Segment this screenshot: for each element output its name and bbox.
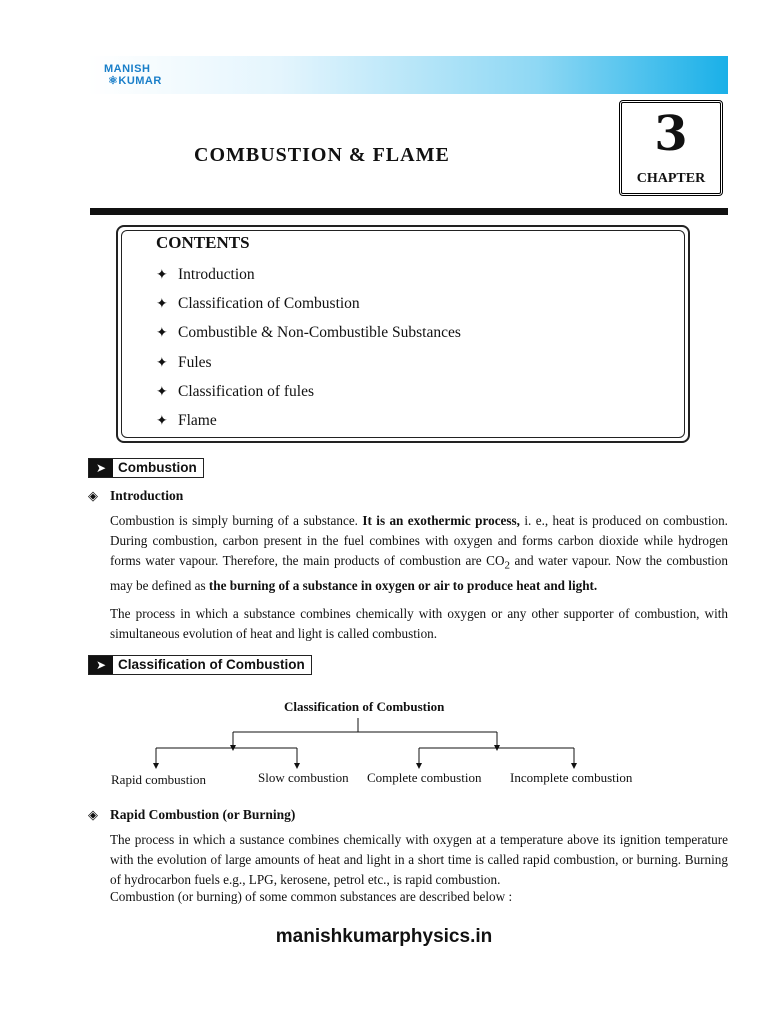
star-bullet-icon: ✦ bbox=[156, 325, 168, 342]
diamond-bullet-icon: ◈ bbox=[88, 808, 98, 823]
star-bullet-icon: ✦ bbox=[156, 267, 168, 283]
diamond-bullet-icon: ◈ bbox=[88, 489, 98, 504]
paragraph-introduction: Combustion is simply burning of a substance. It is an exothermic process, i. e., heat is produced on combustion. During combustion, carbon present in the fuel combines with oxygen and forms carbon dioxide while hydrogen forms water vapour. Therefore, the main products of combustion are $CO_2$ and water vapour. Now the combustion may be defined as the burning of a substance in oxygen or air to produce heat and light. bbox=[110, 513, 728, 594]
diagram-node-rapid: Rapid combustion bbox=[111, 772, 206, 787]
chapter-number: 3 bbox=[654, 106, 688, 162]
contents-title: CONTENTS bbox=[156, 233, 250, 252]
subheading-introduction: ◈ Introduction bbox=[88, 488, 184, 504]
contents-item: ✦ Fules bbox=[156, 352, 461, 381]
diagram-node-complete: Complete combustion bbox=[367, 770, 482, 785]
paragraph-rapid-combustion: The process in which a sustance combines chemically with oxygen at a temperature above its ignition temperature with the evolution of large amounts of heat and light in a short time is called rapid combustion, or burning. Burning of hydrocarbon fuels e.g., LPG, kerosene, petrol etc., is rapid combustion. bbox=[110, 832, 728, 887]
arrow-right-icon: ➤ bbox=[89, 656, 113, 674]
star-bullet-icon: ✦ bbox=[156, 383, 168, 400]
subheading-rapid-combustion: ◈ Rapid Combustion (or Burning) bbox=[88, 807, 296, 823]
paragraph-common-substances: Combustion (or burning) of some common substances are described below : bbox=[110, 889, 513, 904]
chapter-title: COMBUSTION & FLAME bbox=[194, 144, 450, 166]
section-title: Combustion bbox=[118, 460, 197, 475]
logo-line-1: MANISH bbox=[104, 63, 151, 75]
contents-item: ✦ Flame bbox=[156, 410, 461, 439]
footer-website: manishkumarphysics.in bbox=[275, 926, 493, 947]
diagram-root-label: Classification of Combustion bbox=[284, 699, 445, 714]
logo-line-2: ⚛KUMAR bbox=[108, 75, 162, 87]
arrow-right-icon: ➤ bbox=[89, 459, 113, 477]
star-bullet-icon: ✦ bbox=[156, 354, 168, 371]
contents-item: ✦ Classification of fules bbox=[156, 381, 461, 410]
diagram-node-slow: Slow combustion bbox=[258, 770, 349, 785]
star-bullet-icon: ✦ bbox=[156, 412, 168, 429]
contents-item: ✦ Classification of Combustion bbox=[156, 293, 461, 322]
diagram-node-incomplete: Incomplete combustion bbox=[510, 770, 633, 785]
contents-item: ✦ Introduction bbox=[156, 264, 461, 293]
contents-item: ✦ Combustible & Non-Combustible Substances bbox=[156, 322, 461, 351]
paragraph-definition: The process in which a substance combines chemically with oxygen or any other supporter of combustion, with simultaneous evolution of heat and light is called combustion. bbox=[110, 606, 728, 641]
section-title: Classification of Combustion bbox=[118, 657, 305, 672]
atom-icon: ⚛ bbox=[108, 75, 119, 87]
star-bullet-icon: ✦ bbox=[156, 296, 168, 313]
chapter-label: CHAPTER bbox=[636, 171, 706, 186]
